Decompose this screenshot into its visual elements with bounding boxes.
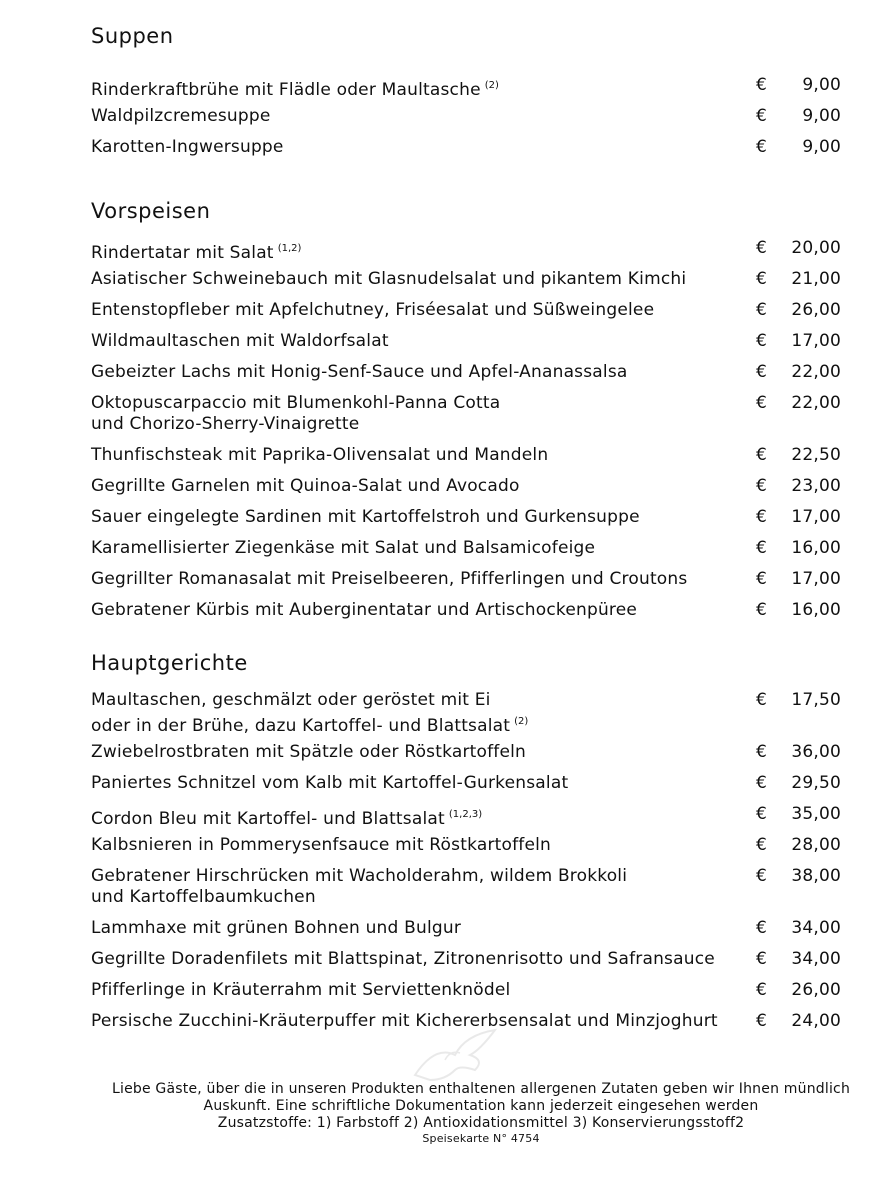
item-name: Gegrillte Garnelen mit Quinoa-Salat und Avocado — [91, 476, 520, 496]
item-name: Kalbsnieren in Pommerysenfsauce mit Röstkartoffeln — [91, 835, 552, 855]
item-name: Gebratener Kürbis mit Auberginentatar und Artischockenpüree — [91, 600, 638, 620]
item-price: 22,50 — [791, 445, 841, 465]
footnote-marker: (1,2) — [277, 243, 302, 254]
section-title-suppen: Suppen — [91, 24, 174, 48]
item-price: 34,00 — [791, 918, 841, 938]
item-price: 17,00 — [791, 331, 841, 351]
item-name: Wildmaultaschen mit Waldorfsalat — [91, 331, 389, 351]
item-name: Sauer eingelegte Sardinen mit Kartoffelstroh und Gurkensuppe — [91, 507, 640, 527]
item-price: 9,00 — [802, 106, 841, 126]
item-price: 17,00 — [791, 507, 841, 527]
item-name: Asiatischer Schweinebauch mit Glasnudelsalat und pikantem Kimchi — [91, 269, 687, 289]
currency-symbol: € — [756, 866, 768, 886]
item-name: Rindertatar mit Salat $^{(1,2)}$ — [91, 243, 302, 263]
currency-symbol: € — [756, 773, 768, 793]
footnote-marker: (2) — [484, 80, 499, 91]
item-price: 24,00 — [791, 1011, 841, 1031]
allergen-footer — [60, 1081, 879, 1146]
item-price: 17,00 — [791, 569, 841, 589]
currency-symbol: € — [756, 106, 768, 126]
item-name: Karotten-Ingwersuppe — [91, 137, 284, 157]
item-name: Lammhaxe mit grünen Bohnen und Bulgur — [91, 918, 462, 938]
currency-symbol: € — [756, 690, 768, 710]
bird-watermark-icon — [405, 1025, 505, 1085]
currency-symbol: € — [756, 569, 768, 589]
currency-symbol: € — [756, 137, 768, 157]
item-name: Rinderkraftbrühe mit Flädle oder Maultasche $^{(2)}$ — [91, 80, 499, 100]
item-price: 29,50 — [791, 773, 841, 793]
item-name: Pfifferlinge in Kräuterrahm mit Serviettenknödel — [91, 980, 511, 1000]
item-name: Maultaschen, geschmälzt oder geröstet mit Ei oder in der Brühe, dazu Kartoffel- und Blattsalat $^{(2)}$ — [91, 690, 529, 736]
item-price: 36,00 — [791, 742, 841, 762]
currency-symbol: € — [756, 1011, 768, 1031]
currency-symbol: € — [756, 918, 768, 938]
item-price: 9,00 — [802, 75, 841, 95]
currency-symbol: € — [756, 331, 768, 351]
item-price: 22,00 — [791, 393, 841, 413]
item-price: 26,00 — [791, 300, 841, 320]
menu-number: Speisekarte N° 4754 — [422, 1132, 540, 1145]
item-price: 23,00 — [791, 476, 841, 496]
item-name: Oktopuscarpaccio mit Blumenkohl-Panna Cotta und Chorizo-Sherry-Vinaigrette — [91, 393, 501, 434]
item-price: 9,00 — [802, 137, 841, 157]
item-name: Karamellisierter Ziegenkäse mit Salat und Balsamicofeige — [91, 538, 596, 558]
item-name: Gegrillter Romanasalat mit Preiselbeeren, Pfifferlingen und Croutons — [91, 569, 688, 589]
item-price: 22,00 — [791, 362, 841, 382]
item-price: 35,00 — [791, 804, 841, 824]
currency-symbol: € — [756, 445, 768, 465]
item-name: Thunfischsteak mit Paprika-Olivensalat und Mandeln — [91, 445, 549, 465]
item-price: 17,50 — [791, 690, 841, 710]
currency-symbol: € — [756, 742, 768, 762]
item-name: Cordon Bleu mit Kartoffel- und Blattsalat $^{(1,2,3)}$ — [91, 809, 483, 829]
footnote-marker: (1,2,3) — [448, 809, 483, 820]
currency-symbol: € — [756, 835, 768, 855]
currency-symbol: € — [756, 507, 768, 527]
additives-note: Zusatzstoffe: 1) Farbstoff 2) Antioxidationsmittel 3) Konservierungsstoff2 — [217, 1115, 745, 1131]
currency-symbol: € — [756, 980, 768, 1000]
item-price: 16,00 — [791, 600, 841, 620]
currency-symbol: € — [756, 476, 768, 496]
section-title-vorspeisen: Vorspeisen — [91, 199, 211, 223]
section-title-hauptgerichte: Hauptgerichte — [91, 651, 248, 675]
item-name: Persische Zucchini-Kräuterpuffer mit Kichererbsensalat und Minzjoghurt — [91, 1011, 718, 1031]
item-price: 26,00 — [791, 980, 841, 1000]
item-price: 28,00 — [791, 835, 841, 855]
item-name: Gebeizter Lachs mit Honig-Senf-Sauce und Apfel-Ananassalsa — [91, 362, 628, 382]
item-name: Waldpilzcremesuppe — [91, 106, 271, 126]
currency-symbol: € — [756, 362, 768, 382]
item-price: 20,00 — [791, 238, 841, 258]
currency-symbol: € — [756, 300, 768, 320]
currency-symbol: € — [756, 600, 768, 620]
currency-symbol: € — [756, 949, 768, 969]
currency-symbol: € — [756, 269, 768, 289]
item-name: Paniertes Schnitzel vom Kalb mit Kartoffel-Gurkensalat — [91, 773, 569, 793]
item-name: Zwiebelrostbraten mit Spätzle oder Röstkartoffeln — [91, 742, 527, 762]
item-price: 16,00 — [791, 538, 841, 558]
item-price: 38,00 — [791, 866, 841, 886]
currency-symbol: € — [756, 393, 768, 413]
currency-symbol: € — [756, 804, 768, 824]
item-price: 21,00 — [791, 269, 841, 289]
allergen-note-line1: Liebe Gäste, über die in unseren Produkten enthaltenen allergenen Zutaten geben wir Ihnen mündlich — [111, 1081, 851, 1097]
item-price: 34,00 — [791, 949, 841, 969]
allergen-note-line2: Auskunft. Eine schriftliche Dokumentation kann jederzeit eingesehen werden — [203, 1098, 759, 1114]
currency-symbol: € — [756, 238, 768, 258]
currency-symbol: € — [756, 538, 768, 558]
footnote-marker: (2) — [514, 716, 529, 727]
item-name: Gebratener Hirschrücken mit Wacholderahm, wildem Brokkoli und Kartoffelbaumkuchen — [91, 866, 628, 907]
currency-symbol: € — [756, 75, 768, 95]
item-name: Entenstopfleber mit Apfelchutney, Friséesalat und Süßweingelee — [91, 300, 655, 320]
item-name: Gegrillte Doradenfilets mit Blattspinat, Zitronenrisotto und Safransauce — [91, 949, 715, 969]
